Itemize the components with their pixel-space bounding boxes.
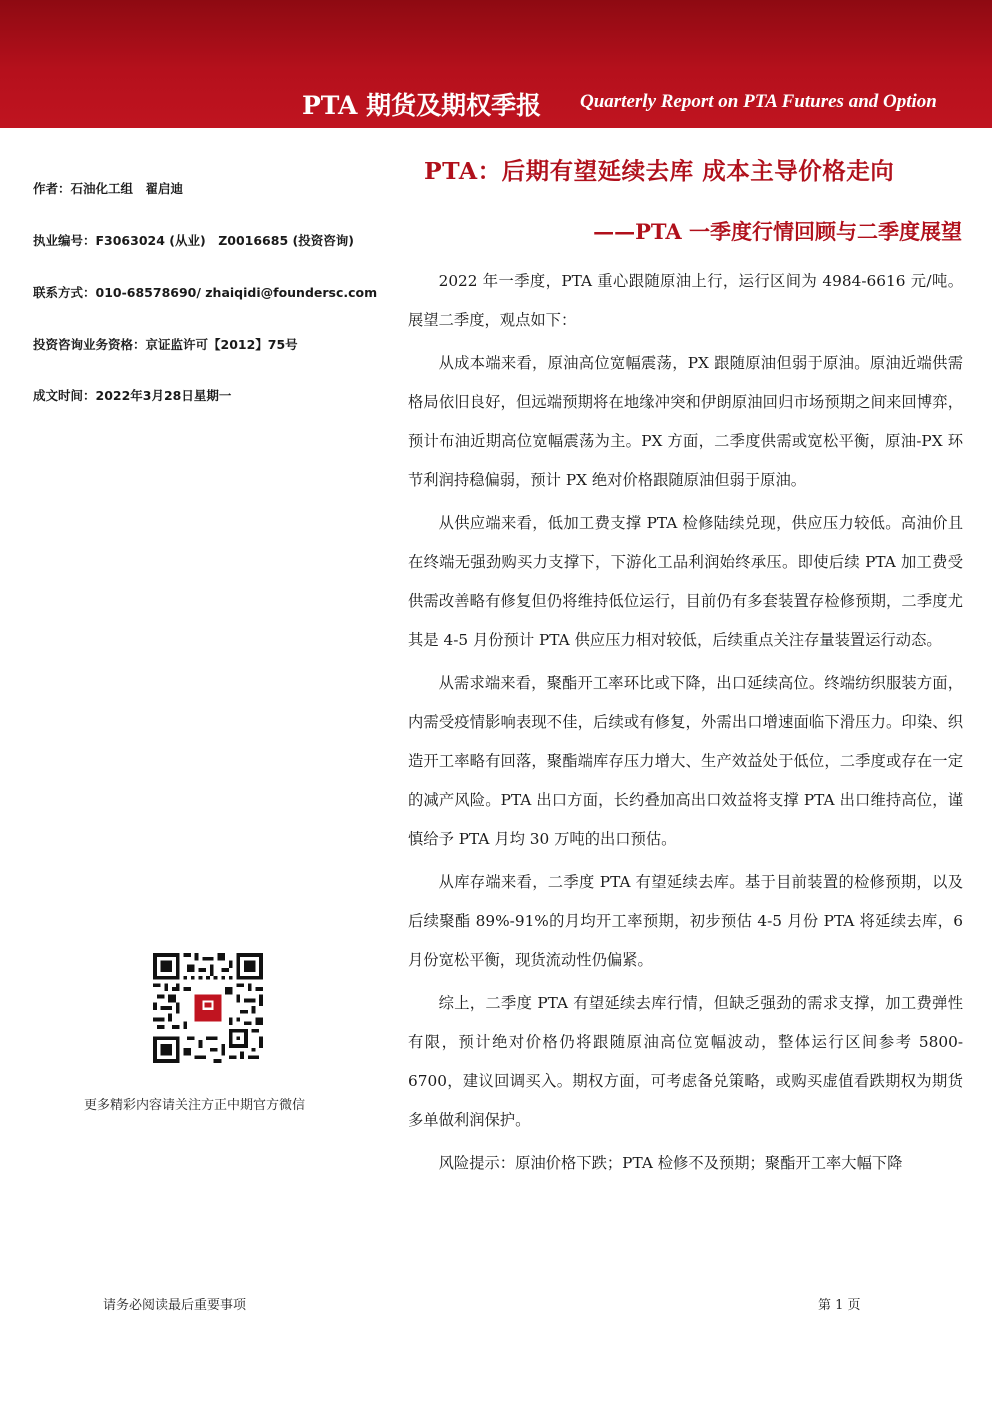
footer-disclaimer: 请务必阅读最后重要事项 <box>103 1298 247 1313</box>
license-number: 执业编号：F3063024 (从业) Z0016685 (投资咨询) <box>33 233 354 248</box>
qualification-info: 投资咨询业务资格：京证监许可【2012】75号 <box>33 337 298 352</box>
supply-paragraph: 从供应端来看，低加工费支撑 PTA 检修陆续兑现，供应压力较低。高油价且在终端无强劲购买力支撑下，下游化工品利润始终承压。即使后续 PTA 加工费受供需改善略有修复但仍将维持低位运行，目前仍有多套装置存检修预期，二季度尤其是 4-5 月份预计 PTA 供应压力相对较低，后续重点关注存量装置运行动态。 <box>408 514 963 649</box>
report-subtitle: ——PTA 一季度行情回顾与二季度展望 <box>593 219 962 244</box>
report-title: PTA：后期有望延续去库 成本主导价格走向 <box>424 157 895 185</box>
qr-caption: 更多精彩内容请关注方正中期官方微信 <box>84 1098 306 1113</box>
inventory-paragraph: 从库存端来看，二季度 PTA 有望延续去库。基于目前装置的检修预期，以及后续聚酯 89%-91%的月均开工率预期，初步预估 4-5 月份 PTA 将延续去库，6 月份宽松平衡，现货流动性仍偏紧。 <box>408 873 963 969</box>
risk-paragraph: 风险提示：原油价格下跌；PTA 检修不及预期；聚酯开工率大幅下降 <box>438 1154 903 1172</box>
demand-paragraph: 从需求端来看，聚酯开工率环比或下降，出口延续高位。终端纺织服装方面，内需受疫情影响表现不佳，后续或有修复，外需出口增速面临下滑压力。印染、织造开工率略有回落，聚酯端库存压力增大、生产效益处于低位，二季度或存在一定的减产风险。PTA 出口方面，长约叠加高出口效益将支撑 PTA 出口维持高位，谨慎给予 PTA 月均 30 万吨的出口预估。 <box>408 674 963 848</box>
author-info: 作者：石油化工组 翟启迪 <box>33 181 184 196</box>
page-number: 第 1 页 <box>818 1298 861 1313</box>
contact-info: 联系方式：010-68578690/ zhaiqidi@foundersc.com <box>33 285 378 300</box>
conclusion-paragraph: 综上，二季度 PTA 有望延续去库行情，但缺乏强劲的需求支撑，加工费弹性有限，预计绝对价格仍将跟随原油高位宽幅波动，整体运行区间参考 5800-6700，建议回调买入。期权方面，可考虑备兑策略，或购买虚值看跌期权为期货多单做利润保护。 <box>408 994 963 1129</box>
summary-paragraph: 2022 年一季度，PTA 重心跟随原油上行，运行区间为 4984-6616 元/吨。展望二季度，观点如下： <box>408 272 963 329</box>
report-body <box>408 262 963 1183</box>
report-series-subtitle: Quarterly Report on PTA Futures and Option <box>580 91 937 112</box>
wechat-qr-code <box>153 953 263 1063</box>
report-series-title: PTA 期货及期权季报 <box>302 91 542 120</box>
cost-paragraph: 从成本端来看，原油高位宽幅震荡，PX 跟随原油但弱于原油。原油近端供需格局依旧良好，但远端预期将在地缘冲突和伊朗原油回归市场预期之间来回博弈，预计布油近期高位宽幅震荡为主。PX 方面，二季度供需或宽松平衡，原油-PX 环节利润持稳偏弱，预计 PX 绝对价格跟随原油但弱于原油。 <box>408 354 963 489</box>
publish-date: 成文时间：2022年3月28日星期一 <box>33 388 232 403</box>
report-header-band <box>0 0 992 128</box>
